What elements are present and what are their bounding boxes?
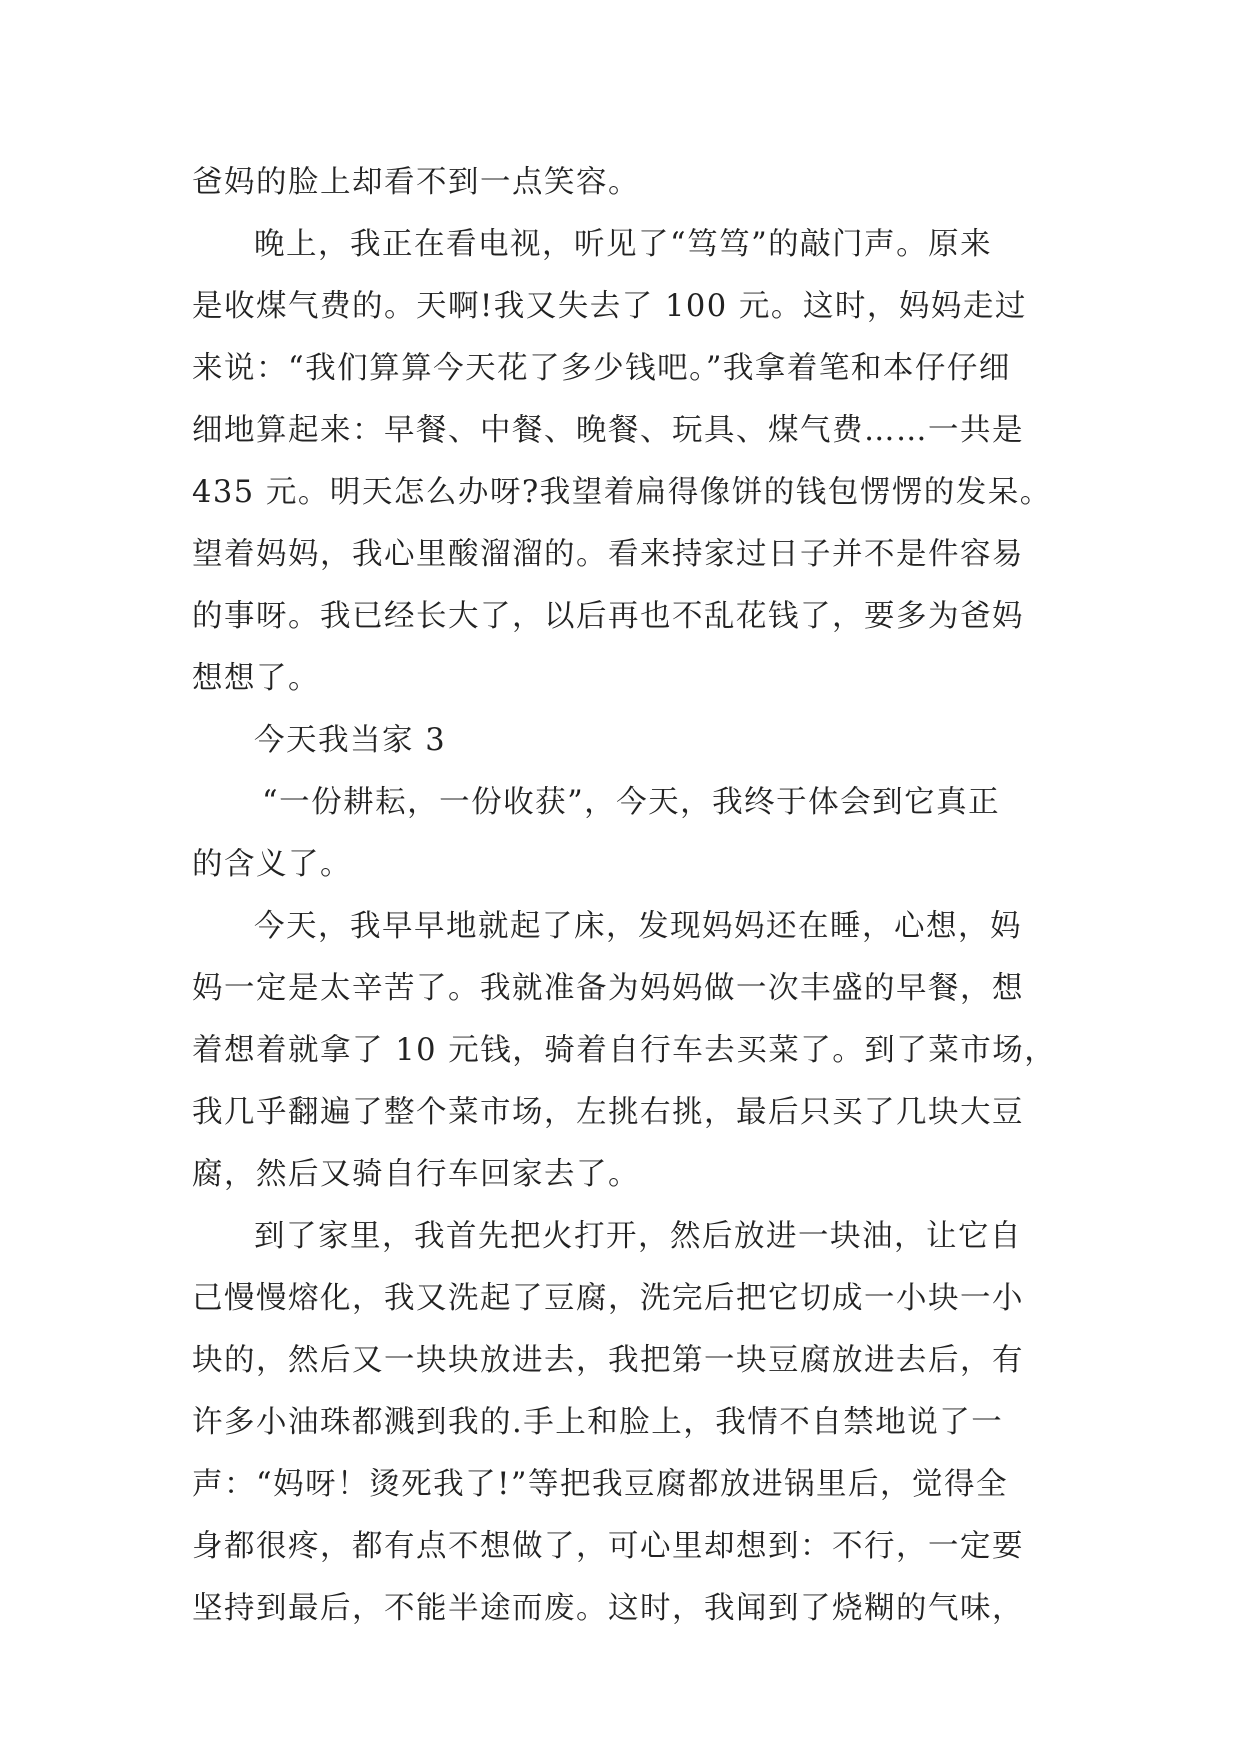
text-line: 是收煤气费的。天啊!我又失去了 100 元。这时，妈妈走过 [192,289,1027,324]
text-line: 着想着就拿了 10 元钱，骑着自行车去买菜了。到了菜市场， [192,1033,1057,1068]
section-heading: 今天我当家 3 [254,723,447,758]
text-line: 妈一定是太辛苦了。我就准备为妈妈做一次丰盛的早餐，想 [192,971,1024,1006]
text-line: 坚持到最后，不能半途而废。这时，我闻到了烧糊的气味， [192,1591,1024,1626]
text-line: 爸妈的脸上却看不到一点笑容。 [192,165,640,200]
text-line: 望着妈妈，我心里酸溜溜的。看来持家过日子并不是件容易 [192,537,1024,572]
text-line: 来说：“我们算算今天花了多少钱吧。”我拿着笔和本仔仔细 [192,351,1011,386]
text-line: 块的，然后又一块块放进去，我把第一块豆腐放进去后，有 [192,1343,1024,1378]
text-line: 声：“妈呀！烫死我了!”等把我豆腐都放进锅里后，觉得全 [192,1467,1008,1502]
paragraph-start: 晚上，我正在看电视，听见了“笃笃”的敲门声。原来 [254,227,993,262]
text-line: 身都很疼，都有点不想做了，可心里却想到：不行，一定要 [192,1529,1024,1564]
document-body [192,152,1057,1640]
paragraph-start: 今天，我早早地就起了床，发现妈妈还在睡，心想，妈 [254,909,1022,944]
text-line: 细地算起来：早餐、中餐、晚餐、玩具、煤气费……一共是 [192,413,1024,448]
text-line: 435 元。明天怎么办呀?我望着扁得像饼的钱包愣愣的发呆。 [192,475,1052,510]
text-line: 腐，然后又骑自行车回家去了。 [192,1157,640,1192]
text-line: 我几乎翻遍了整个菜市场，左挑右挑，最后只买了几块大豆 [192,1095,1024,1130]
text-line: 许多小油珠都溅到我的.手上和脸上，我情不自禁地说了一 [192,1405,1004,1440]
text-line: 己慢慢熔化，我又洗起了豆腐，洗完后把它切成一小块一小 [192,1281,1024,1316]
paragraph-start: “一份耕耘，一份收获”，今天，我终于体会到它真正 [262,785,1001,820]
text-line: 的事呀。我已经长大了，以后再也不乱花钱了，要多为爸妈 [192,599,1024,634]
text-line: 想想了。 [192,661,320,696]
paragraph-start: 到了家里，我首先把火打开，然后放进一块油，让它自 [254,1219,1022,1254]
text-line: 的含义了。 [192,847,352,882]
